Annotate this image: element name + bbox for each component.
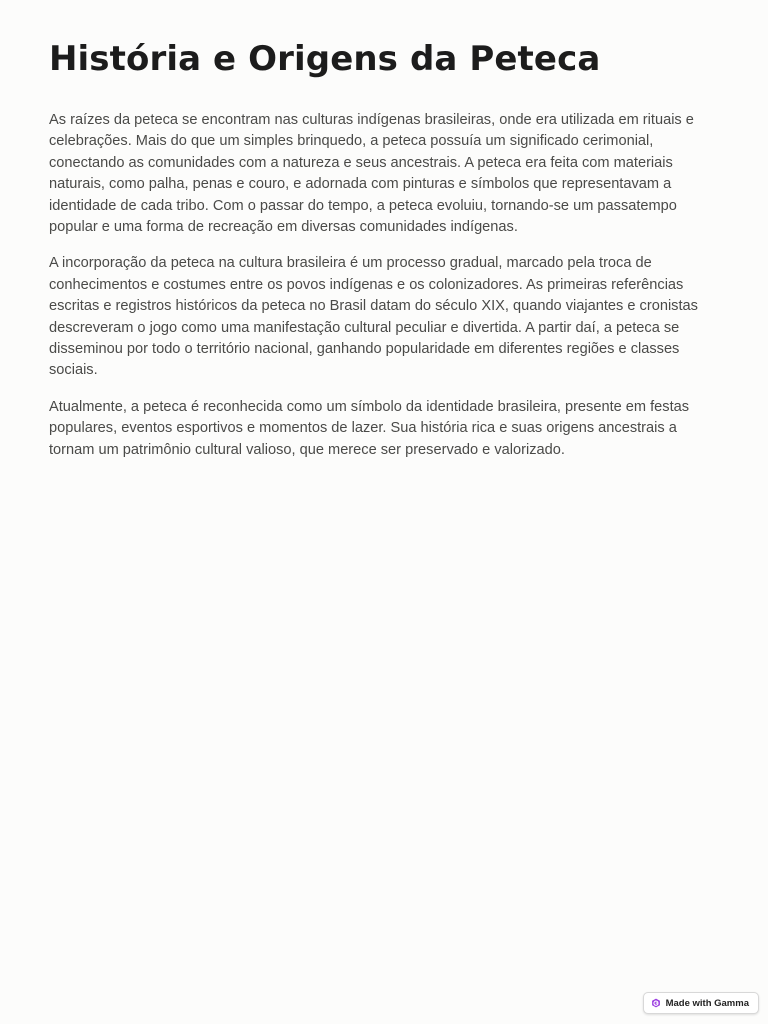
paragraph-incorporation: A incorporação da peteca na cultura brasileira é um processo gradual, marcado pela troca de conhecimentos e costumes entre os povos indígenas e os colonizadores. As primeiras referências escritas e registros históricos da peteca no Brasil datam do século XIX, quando viajantes e cronistas descreveram o jogo como uma manifestação cultural peculiar e divertida. A partir daí, a peteca se disseminou por todo o território nacional, ganhando popularidade em diferentes regiões e classes sociais. — [49, 255, 698, 379]
made-with-gamma-badge[interactable] — [643, 992, 759, 1014]
paragraph-origins: As raízes da peteca se encontram nas culturas indígenas brasileiras, onde era utilizada em rituais e celebrações. Mais do que um simples brinquedo, a peteca possuía um significado cerimonial, conectando as comunidades com a natureza e seus ancestrais. A peteca era feita com materiais naturais, como palha, penas e couro, e adornada com pinturas e símbolos que representavam a identidade de cada tribo. Com o passar do tempo, a peteca evoluiu, tornando-se um passatempo popular e uma forma de recreação em diversas comunidades indígenas. — [49, 112, 694, 236]
gamma-logo-icon — [651, 998, 661, 1008]
made-with-gamma-label: Made with Gamma — [665, 997, 749, 1009]
paragraph-today: Atualmente, a peteca é reconhecida como um símbolo da identidade brasileira, presente em festas populares, eventos esportivos e momentos de lazer. Sua história rica e suas origens ancestrais a tornam um patrimônio cultural valioso, que merece ser preservado e valorizado. — [49, 398, 690, 458]
page-title: História e Origens da Peteca — [49, 39, 601, 79]
